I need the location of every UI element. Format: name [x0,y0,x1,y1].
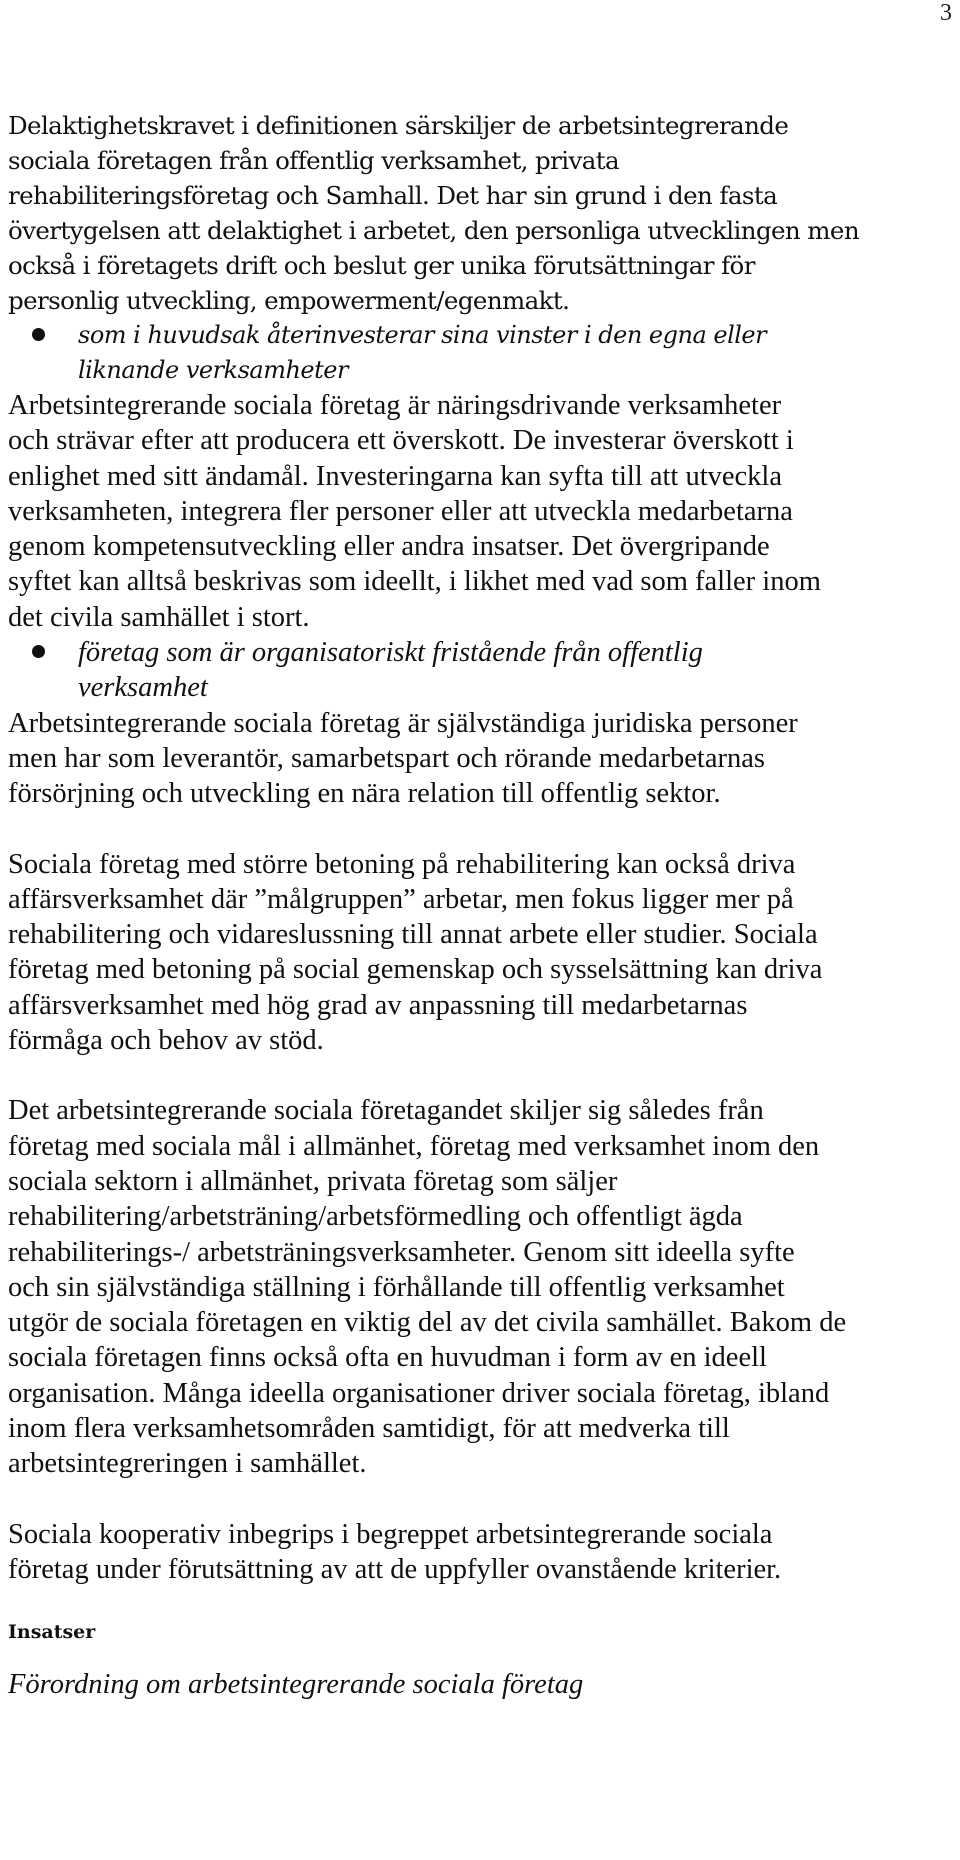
paragraph-delaktighet: Delaktighetskravet i definitionen särskiljer de arbetsintegrerande sociala företagen från offentlig verksamhet, privata rehabiliteringsföretag och Samhall. Det har sin grund i den fasta övertygelsen att delaktighet i arbetet, den personliga utvecklingen men också i företagets drift och beslut ger unika förutsättningar för personlig utveckling, empowerment/egenmakt. [8,111,860,315]
section-heading: Insatser [8,1621,96,1644]
paragraph-foretagandet: Det arbetsintegrerande sociala företagandet skiljer sig således från företag med sociala mål i allmänhet, företag med verksamhet inom den sociala sektorn i allmänhet, privata företag som säljer rehabilitering/arbetsträning/arbetsförmedling och offentligt ägda rehabiliterings-/ arbetsträningsverksamheter. Genom sitt ideella syfte och sin självständiga ställning i förhållande till offentlig verksamhet utgör de sociala företagen en viktig del av det civila samhället. Bakom de sociala företagen finns också ofta en huvudman i form av en ideell organisation. Många ideella organisationer driver sociala företag, ibland inom flera verksamhetsområden samtidigt, för att medverka till arbetsintegreringen i samhället. [8,1095,847,1480]
paragraph-naringsdrivande: Arbetsintegrerande sociala företag är näringsdrivande verksamheter och strävar efter att producera ett överskott. De investerar överskott i enlighet med sitt ändamål. Investeringarna kan syfta till att utveckla verksamheten, integrera fler personer eller att utveckla medarbetarna genom kompetensutveckling eller andra insatser. Det övergripande syftet kan alltså beskrivas som ideellt, i likhet med vad som faller inom det civila samhället i stort. [8,390,821,633]
bullet-icon [32,328,45,341]
paragraph-juridiska: Arbetsintegrerande sociala företag är självständiga juridiska personer men har som leverantör, samarbetspart och rörande medarbetarnas försörjning och utveckling en nära relation till offentlig sektor. [8,707,798,810]
bullet-item-reinvest [8,318,958,388]
section-subheading: Förordning om arbetsintegrerande sociala företag [8,1669,584,1701]
bullet-item-fristaende [8,635,958,706]
paragraph-kooperativ: Sociala kooperativ inbegrips i begreppet arbetsintegrerande sociala företag under förutsättning av att de uppfyller ovanstående kriterier. [8,1518,782,1585]
bullet-text-fristaende: företag som är organisatoriskt fristående från offentlig verksamhet [78,637,703,704]
paragraph-rehabilitering: Sociala företag med större betoning på rehabilitering kan också driva affärsverksamhet där ”målgruppen” arbetar, men fokus ligger mer på rehabilitering och vidareslussning till annat arbete eller studier. Sociala företag med betoning på social gemenskap och sysselsättning kan driva affärsverksamhet med hög grad av anpassning till medarbetarnas förmåga och behov av stöd. [8,848,823,1057]
page-number: 3 [940,0,952,26]
bullet-text-reinvest: som i huvudsak återinvesterar sina vinster i den egna eller liknande verksamheter [78,321,767,384]
document-body [8,108,958,1702]
bullet-icon [32,645,45,658]
